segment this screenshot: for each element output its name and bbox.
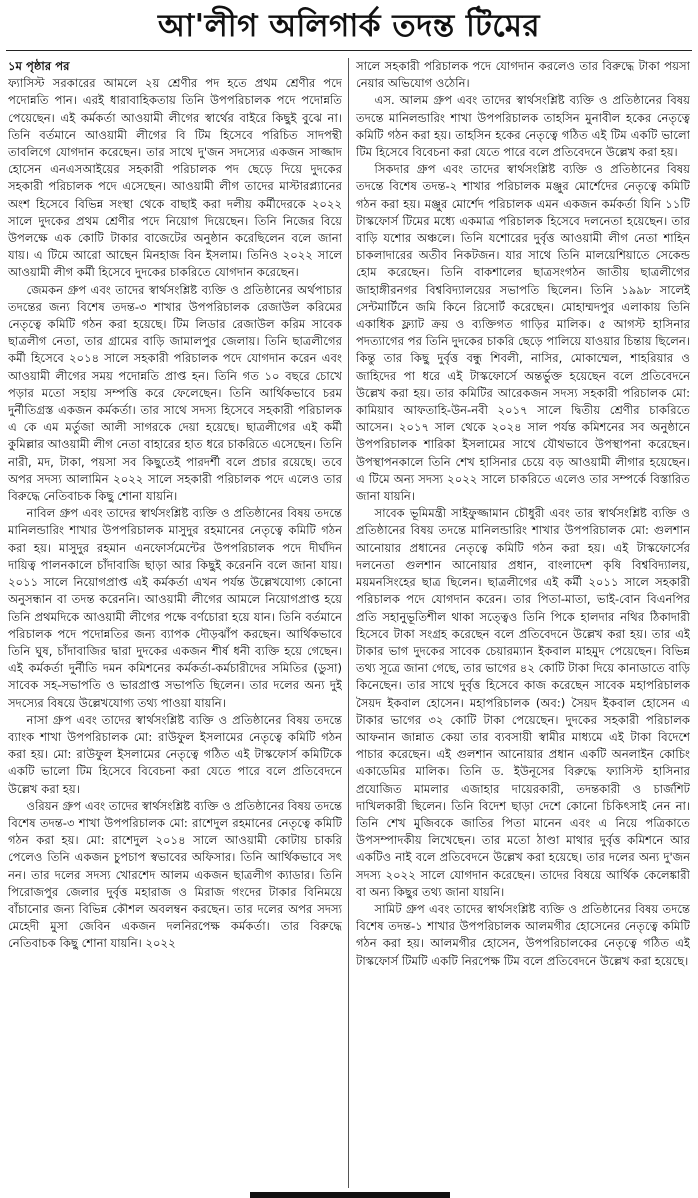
right-paragraph-5: সামিট গ্রুপ এবং তাদের স্বার্থসংশ্লিষ্ট ব্যক্তি ও প্রতিষ্ঠানের বিষয় তদন্তে বিশেষ তদন্ত-১ শাখার উপপরিচালক আলমগীর হোসেনের নেতৃত্বে কমিটি গঠন করা হয়। আলমগীর হোসেন, উপপরিচালকের নেতৃত্বে গঠিত এই টাস্কফোর্স টিমটি একটি নিরপেক্ষ টিম বলে প্রতিবেদনে উল্লেখ করা হয়েছে। bbox=[356, 901, 690, 968]
right-column bbox=[356, 58, 690, 1188]
left-paragraph-5: ওরিয়ন গ্রুপ এবং তাদের স্বার্থসংশ্লিষ্ট ব্যক্তি ও প্রতিষ্ঠানের বিষয় তদন্তে বিশেষ তদন্ত-৩ শাখা উপপরিচালক মো: রাশেদুল রহমানের নেতৃত্বে কমিটি গঠন করা হয়। মো: রাশেদুল ২০১৪ সালে আওয়ামী কোটায় চাকরি পেলেও তিনি একজন চুপচাপ স্বভাবের অফিসার। তিনি আর্থিকভাবে সৎ নন। তার দলের সদস্য খোরশেদ আলম একজন ছাত্রলীগ ক্যাডার। তিনি পিরোজপুর জেলার দুর্বৃত্ত মহারাজ ও মিরাজ গংদের টাকার বিনিময়ে বাঁচানোর জন্য বিভিন্ন কৌশল অবলম্বন করছেন। তার দলের অপর সদস্য মেহেদী মুসা জেবিন একজন দলনিরপেক্ষ কর্মকর্তা। তার বিরুদ্ধে নেতিবাচক কিছু শোনা যায়নি। ২০২২ bbox=[8, 798, 342, 951]
left-paragraph-4: নাসা গ্রুপ এবং তাদের স্বার্থসংশ্লিষ্ট ব্যক্তি ও প্রতিষ্ঠানের বিষয় তদন্তে ব্যাংক শাখা উপপরিচালক মো: রাউফুল ইসলামের নেতৃত্বে কমিটি গঠন করা হয়। মো: রাউফুল ইসলামের নেতৃত্বে গঠিত এই টাস্কফোর্স কমিটিকে একটি ভালো টিম হিসেবে বিবেচনা করা যেতে পারে বলে প্রতিবেদনে উল্লেখ করা হয়। bbox=[8, 712, 342, 796]
right-paragraph-4: সাবেক ভূমিমন্ত্রী সাইফুজ্জামান চৌধুরী এবং তার স্বার্থসংশ্লিষ্ট ব্যক্তি ও প্রতিষ্ঠানের বিষয় তদন্তে মানিলন্ডারিং শাখার উপপরিচালক মো: গুলশান আনোয়ার প্রধানের নেতৃত্বে কমিটি গঠন করা হয়। এই টাস্কফোর্সের দলনেতা গুলশান আনোয়ার প্রধান, বাংলাদেশ কৃষি বিশ্ববিদ্যালয়, ময়মনসিংহের ছাত্র ছিলেন। ছাত্রলীগের এই কর্মী ২০১১ সালে সহকারী পরিচালক পদে যোগদান করেন। তার পিতা-মাতা, ভাই-বোন বিএনপির প্রতি সহানুভূতিশীল থাকা সত্ত্বেও তিনি পিকে হালদার নথির ঠিকাদারী হিসেবে টাকা সংগ্রহ করেছেন বলে প্রতিবেদনে উল্লেখ করা হয়। তার এই টাকার ভাগ দুদকের সাবেক চেয়ারম্যান ইকবাল মাহমুদ পেয়েছেন। বিভিন্ন তথ্য সূত্রে জানা গেছে, তার ভাগের ৪২ কোটি টাকা দিয়ে কানাডাতে বাড়ি কিনেছেন। তার সাথে দুর্বৃত্ত হিসেবে কাজ করেছেন সাবেক মহাপরিচালক সৈয়দ ইকবাল হোসেন। মহাপরিচালক (অব:) সৈয়দ ইকবাল হোসেন এ টাকার ভাগের ৩২ কোটি টাকা পেয়েছেন। দুদকের সহকারী পরিচালক আফনান জান্নাত কেয়া তার ব্যবসায়ী স্বামীর মাধ্যমে এই টাকা বিদেশে পাচার করেছেন। এই গুলশান আনোয়ার প্রধান একটি অনলাইন কোচিং একাডেমির মালিক। তিনি ড. ইউনূসের বিরুদ্ধে ফ্যাসিস্ট হাসিনার প্রযোজিত মামলার এজাহার দায়েরকারী, তদন্তকারী ও চার্জশিট দাখিলকারী ছিলেন। তিনি বিদেশ ছাড়া দেশে কোনো চিকিৎসাই নেন না। তিনি শেখ মুজিবকে জাতির পিতা মানেন এবং এ নিয়ে পত্রিকাতে উপসম্পাদকীয় লিখেছেন। তার মতো ঠাণ্ডা মাথার দুর্বৃত্ত কমিশনে আর একটিও নাই বলে প্রতিবেদনে উল্লেখ করা হয়েছে। তার দলের অন্য দু'জন সদস্য ২০২২ সালে যোগদান করেছেন। তাদের বিষয়ে আর্থিক কেলেঙ্কারী বা অন্য কিছুর তথ্য জানা যায়নি। bbox=[356, 506, 690, 899]
next-headline-fragment bbox=[0, 1189, 698, 1198]
headline: আ'লীগ অলিগার্ক তদন্ত টিমের bbox=[157, 8, 540, 44]
column-divider bbox=[348, 58, 349, 1188]
left-paragraph-3: নাবিল গ্রুপ এবং তাদের স্বার্থসংশ্লিষ্ট ব্যক্তি ও প্রতিষ্ঠানের বিষয় তদন্তে মানিলন্ডারিং শাখার উপপরিচালক মাসুদুর রহমানের নেতৃত্বে কমিটি গঠন করা হয়। মাসুদুর রহমান এনফোর্সমেন্টের উপপরিচালক পদে দীর্ঘদিন দায়িত্ব পালনকালে চাঁদাবাজি ছাড়া আর কিছুই করেননি বলে জানা যায়। ২০১১ সালে নিয়োগপ্রাপ্ত এই কর্মকর্তা এখন পর্যন্ত উল্লেখযোগ্য কোনো অনুসন্ধান বা তদন্ত করেননি। আওয়ামী লীগের আমলে নিয়োগপ্রাপ্ত হয়ে তিনি প্রথমদিকে আওয়ামী লীগের পক্ষে বর্ণচোরা হয়ে যান। তিনি বর্তমানে পরিচালক পদে পদোন্নতির জন্য ব্যাপক দৌড়ঝাঁপ করছেন। আর্থিকভাবে তিনি ঘুষ, চাঁদাবাজির দ্বারা দুদকের একজন শীর্ষ ধনী ব্যক্তি হয়ে গেছেন। এই কর্মকর্তা দুর্নীতি দমন কমিশনের কর্মকর্তা-কর্মচারীদের সমিতির (ডুসা) সাবেক সহ-সভাপতি ও ভারপ্রাপ্ত সভাপতি ছিলেন। তার দলের অন্য দুই সদস্যের বিষয়ে উল্লেখযোগ্য তথ্য পাওয়া যায়নি। bbox=[8, 506, 342, 710]
left-paragraph-2: জেমকন গ্রুপ এবং তাদের স্বার্থসংশ্লিষ্ট ব্যক্তি ও প্রতিষ্ঠানের অর্থপাচার তদন্তের জন্য বিশেষ তদন্ত-৩ শাখার উপপরিচালক রেজাউল করিমের নেতৃত্বে কমিটি গঠন করা হয়েছে। টিম লিডার রেজাউল করিম সাবেক ছাত্রলীগ নেতা, তার গ্রামের বাড়ি জামালপুর জেলায়। তিনি ছাত্রলীগের কর্মী হিসেবে ২০১৪ সালে সহকারী পরিচালক পদে যোগদান করেন এবং আওয়ামী লীগের সময় পদোন্নতি প্রাপ্ত হন। তিনি গত ১০ বছরে চোখে পড়ার মতো সহায় সম্পত্তি করে ফেলেছেন। তিনি আর্থিকভাবে চরম দুর্নীতিগ্রস্ত একজন কর্মকর্তা। তার সাথে সদস্য হিসেবে সহকারী পরিচালক এ কে এম মর্তুজা আলী সাগরকে দেয়া হয়েছে। ছাত্রলীগের এই কর্মী কুমিল্লার আওয়ামী লীগ নেতা বাহারের হাত ধরে চাকরিতে এসেছেন। তিনি নারী, মদ, টাকা, পয়সা সব কিছুতেই পারদর্শী বলে প্রচার রয়েছে। তবে অপর সদস্য আলামিন ২০২২ সালে সহকারী পরিচালক পদে এলেও তার বিরুদ্ধে নেতিবাচক কিছু শোনা যায়নি। bbox=[8, 282, 342, 504]
right-paragraph-1: সালে সহকারী পরিচালক পদে যোগদান করলেও তার বিরুদ্ধে টাকা পয়সা নেয়ার অভিযোগ ওঠেনি। bbox=[356, 59, 690, 91]
right-paragraph-3: সিকদার গ্রুপ এবং তাদের স্বার্থসংশ্লিষ্ট ব্যক্তি ও প্রতিষ্ঠানের বিষয় তদন্তে বিশেষ তদন্ত-২ শাখার পরিচালক মঞ্জুর মোর্শেদের নেতৃত্বে কমিটি গঠন করা হয়। মঞ্জুর মোর্শেদ পরিচালক এমন একজন কর্মকর্তা যিনি ১১টি টাস্কফোর্স টিমের মধ্যে একমাত্র পরিচালক হিসেবে দলনেতা হয়েছেন। তার বাড়ি যশোর অঞ্চলে। তিনি যশোরের দুর্বৃত্ত আওয়ামী লীগ নেতা শাহিন চাকলাদারের অতীব নিকটজন। যার সাথে তিনি মালয়েশিয়াতে সেকেন্ড হোম করেছেন। তিনি বাকশালের ছাত্রসংগঠন জাতীয় ছাত্রলীগের জাহাঙ্গীরনগর বিশ্ববিদ্যালয়ের সভাপতি ছিলেন। তিনি ১৯৯৮ সালেই সেন্টমার্টিনে জমি কিনে রিসোর্ট করেছেন। মোহাম্মদপুর এলাকায় তিনি একাধিক ফ্ল্যাট ক্রয় ও ব্যক্তিগত গাড়ির মালিক। ৫ আগস্ট হাসিনার পদত্যাগের পর তিনি দুদকের চাকরি ছেড়ে পালিয়ে যাওয়ার চিন্তায় ছিলেন। কিন্তু তার কিছু দুর্বৃত্ত বন্ধু শিবলী, নাসির, মোকাম্মেল, শাহরিয়ার ও জাহিদের পা ধরে এই টাস্কফোর্সে অন্তর্ভুক্ত হয়েছেন বলে প্রতিবেদনে উল্লেখ করা হয়। তার কমিটির আরেকজন সদস্য সহকারী পরিচালক মো: কামিয়াব আফতাহি-উন-নবী ২০১৭ সালে দ্বিতীয় শ্রেণীর চাকরিতে আসেন। ২০১৭ সাল থেকে ২০২৪ সাল পর্যন্ত কমিশনের সব অনুষ্ঠানে উপপরিচালক শারিকা ইসলামের সাথে যৌথভাবে উপস্থাপনা করেছেন। উপস্থাপনকালে তিনি শেখ হাসিনার চেয়ে বড় আওয়ামী লীগার হয়েছেন। এ টিমে অন্য সদস্য ২০২২ সালে চাকরিতে এলেও তার সম্পর্কে বিস্তারিত জানা যায়নি। bbox=[356, 162, 690, 504]
left-column bbox=[8, 58, 342, 1188]
jump-label: ১ম পৃষ্ঠার পর bbox=[8, 59, 70, 73]
right-paragraph-2: এস. আলম গ্রুপ এবং তাদের স্বার্থসংশ্লিষ্ট ব্যক্তি ও প্রতিষ্ঠানের বিষয় তদন্তে মানিলন্ডারিং শাখা উপপরিচালক তাহসিন মুনাবীল হকের নেতৃত্বে কমিটি গঠন করা হয়। তাহসিন হকের নেতৃত্বে গঠিত এই টিম একটি ভালো টিম হিসেবে বিবেচনা করা যেতে পারে বলে প্রতিবেদনে উল্লেখ করা হয়। bbox=[356, 93, 690, 160]
left-paragraph-1: ১ম পৃষ্ঠার পর ফ্যাসিস্ট সরকারের আমলে ২য় শ্রেণীর পদ হতে প্রথম শ্রেণীর পদে পদোন্নতি পান। এরই ধারাবাহিকতায় তিনি উপপরিচালক পদে পদোন্নতি পেয়েছেন। এই কর্মকর্তা আওয়ামী লীগের স্বার্থের বাইরে কিছুই বুঝে না। তিনি বর্তমানে আওয়ামী লীগের বি টিম হিসেবে পরিচিত সাদপন্থী তাবলিগে যোগদান করেছেন। তার সাথে দু'জন সদস্যের একজন সাজ্জাদ হোসেন এনএসআইয়ের সহকারী পরিচালক পদ ছেড়ে দিয়ে দুদকের সহকারী পরিচালক পদে এসেছেন। আওয়ামী লীগ তাদের মাস্টারপ্ল্যানের অংশ হিসেবে বিভিন্ন সংস্থা থেকে বাছাই করা দলীয় কর্মীদেরকে ২০২২ সালে দুদকের প্রথম শ্রেণীর পদে নিয়োগ দিয়েছেন। তিনি নিজের বিয়ে উপলক্ষে এক কোটি টাকার বাজেটের অনুষ্ঠান করেছিলেন বলে জানা যায়। এ টিমে আরো আছেন মিনহাজ বিন ইসলাম। তিনিও ২০২২ সালে আওয়ামী লীগ কর্মী হিসেবে দুদকের চাকরিতে যোগদান করেছেন। bbox=[8, 59, 342, 280]
headline-rule bbox=[6, 50, 692, 51]
